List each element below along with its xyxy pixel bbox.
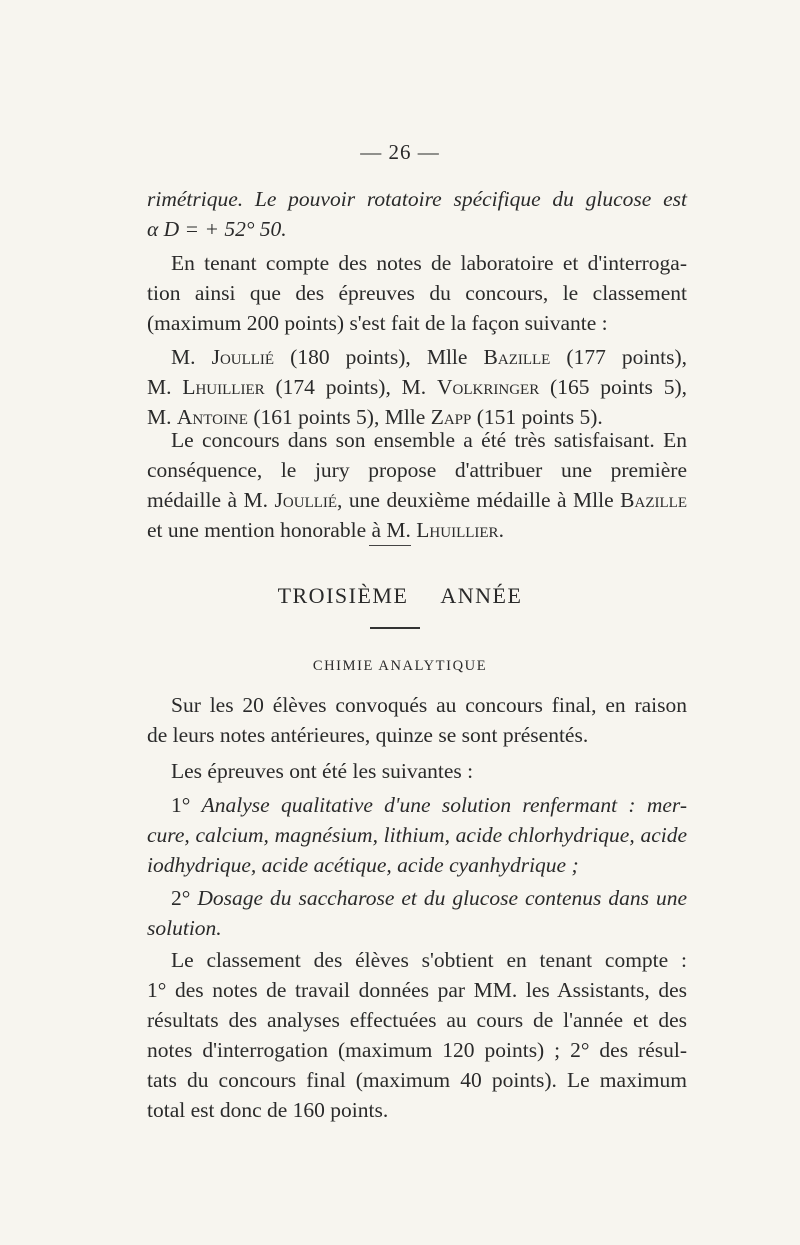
paragraph-ranking-method <box>147 248 687 338</box>
paragraph-rotatory-power <box>147 184 687 244</box>
paragraph-awards <box>147 425 687 545</box>
text-line: solution. <box>147 916 222 940</box>
paragraph-candidates <box>147 690 687 750</box>
student-name: Joullié <box>211 345 275 369</box>
text-line: En tenant compte des notes de laboratoire et d'interroga- <box>171 251 687 275</box>
student-name: Lhuillier <box>182 375 265 399</box>
text-line: iodhydrique, acide acétique, acide cyanhydrique ; <box>147 853 579 877</box>
student-name: Volkringer <box>437 375 540 399</box>
subsection-title: CHIMIE ANALYTIQUE <box>312 658 488 674</box>
student-name: Antoine <box>176 405 248 429</box>
text-line: M. Antoine (161 points 5), Mlle Zapp (151 points 5). <box>147 405 603 429</box>
text-line: tats du concours final (maximum 40 points). Le maximum <box>147 1068 687 1092</box>
section-title: TROISIÈME ANNÉE <box>277 583 523 608</box>
student-name: Joullié <box>274 488 338 512</box>
paragraph-ranking-criteria <box>147 945 687 1125</box>
text-line: de leurs notes antérieures, quinze se sont présentés. <box>147 723 589 747</box>
student-name: Zapp <box>430 405 472 429</box>
paragraph-tests-intro <box>147 756 687 786</box>
text-line: M. Lhuillier (174 points), M. Volkringer (165 points 5), <box>147 375 687 399</box>
text-line: 2° Dosage du saccharose et du glucose contenus dans une <box>171 886 687 910</box>
page-number: — 26 — <box>360 140 440 164</box>
section-divider-thick <box>370 627 420 629</box>
text-line: total est donc de 160 points. <box>147 1098 389 1122</box>
paragraph-test-1 <box>147 790 687 880</box>
text-line: 1° Analyse qualitative d'une solution renfermant : mer- <box>171 793 687 817</box>
text-line: M. Joullié (180 points), Mlle Bazille (177 points), <box>171 345 687 369</box>
text-line: 1° des notes de travail données par MM. les Assistants, des <box>147 978 687 1002</box>
text-line: et une mention honorable à M. Lhuillier. <box>147 518 504 542</box>
paragraph-test-2 <box>147 883 687 943</box>
text-line: Sur les 20 élèves convoqués au concours final, en raison <box>171 693 687 717</box>
text-line: (maximum 200 points) s'est fait de la façon suivante : <box>147 311 608 335</box>
text-line: Le concours dans son ensemble a été très satisfaisant. En <box>171 428 687 452</box>
text-line: cure, calcium, magnésium, lithium, acide chlorhydrique, acide <box>147 823 687 847</box>
text-line: notes d'interrogation (maximum 120 points) ; 2° des résul- <box>147 1038 687 1062</box>
text-line: Le classement des élèves s'obtient en tenant compte : <box>171 948 687 972</box>
student-name: Bazille <box>620 488 687 512</box>
text-line: tion ainsi que des épreuves du concours, le classement <box>147 281 687 305</box>
section-divider-short <box>369 545 411 546</box>
text-line: α D = + 52° 50. <box>147 217 287 241</box>
paragraph-ranking-list <box>147 342 687 432</box>
text-line: médaille à M. Joullié, une deuxième médaille à Mlle Bazille <box>147 488 687 512</box>
text-line: résultats des analyses effectuées au cours de l'année et des <box>147 1008 687 1032</box>
text-line: conséquence, le jury propose d'attribuer une première <box>147 458 687 482</box>
student-name: Lhuillier <box>416 518 499 542</box>
text-line: Les épreuves ont été les suivantes : <box>171 759 474 783</box>
text-line: rimétrique. Le pouvoir rotatoire spécifique du glucose est <box>147 187 687 211</box>
student-name: Bazille <box>483 345 551 369</box>
